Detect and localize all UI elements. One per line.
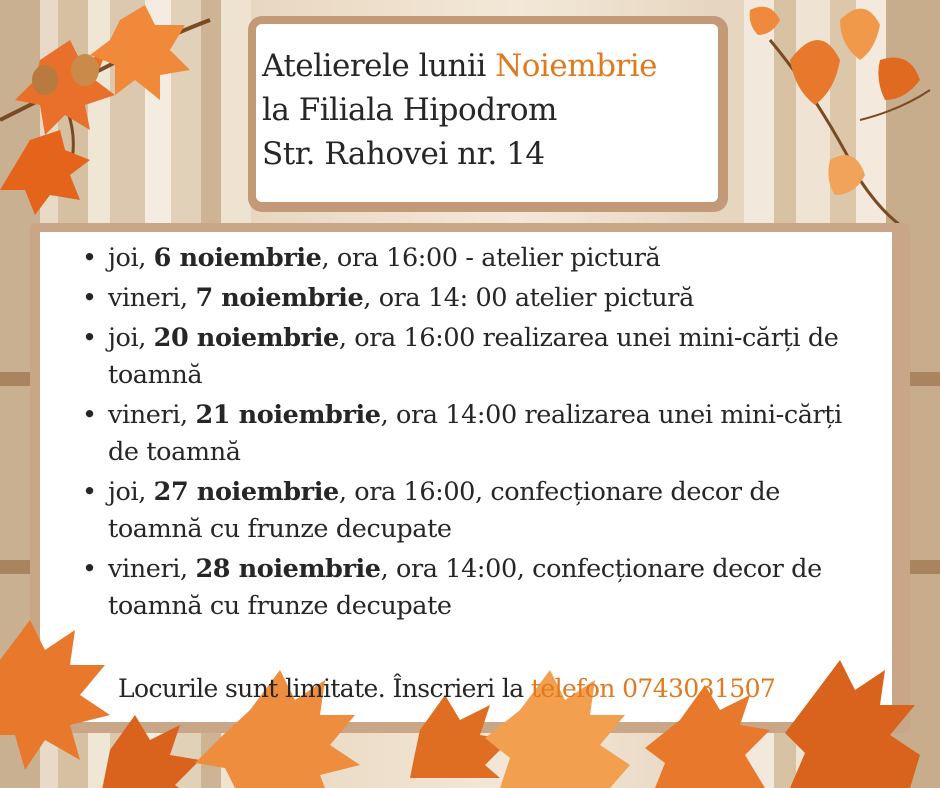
autumn-leaves-top-left <box>0 0 230 230</box>
event-item: • joi, 6 noiembrie, ora 16:00 - atelier pictură <box>76 240 876 277</box>
autumn-leaves-top-right <box>730 0 940 230</box>
footer-text <box>118 674 775 703</box>
title-month: Noiembrie <box>495 48 658 84</box>
phone-link[interactable]: telefon 0743031507 <box>530 674 776 703</box>
events-list <box>76 240 876 628</box>
title-prefix: Atelierele lunii <box>262 48 496 84</box>
title-line-1 <box>262 48 657 84</box>
event-item: • joi, 27 noiembrie, ora 16:00, confecționare decor de toamnă cu frunze decupate <box>76 474 876 548</box>
event-item: • vineri, 21 noiembrie, ora 14:00 realizarea unei mini-cărți de toamnă <box>76 397 876 471</box>
footer-label: Locurile sunt limitate. Înscrieri la <box>118 674 531 703</box>
event-item: • vineri, 28 noiembrie, ora 14:00, confecționare decor de toamnă cu frunze decupate <box>76 551 876 625</box>
title-line-3: Str. Rahovei nr. 14 <box>262 136 545 172</box>
event-item: • vineri, 7 noiembrie, ora 14: 00 atelier pictură <box>76 280 876 317</box>
title-line-2: la Filiala Hipodrom <box>262 92 557 128</box>
event-item: • joi, 20 noiembrie, ora 16:00 realizarea unei mini-cărți de toamnă <box>76 320 876 394</box>
